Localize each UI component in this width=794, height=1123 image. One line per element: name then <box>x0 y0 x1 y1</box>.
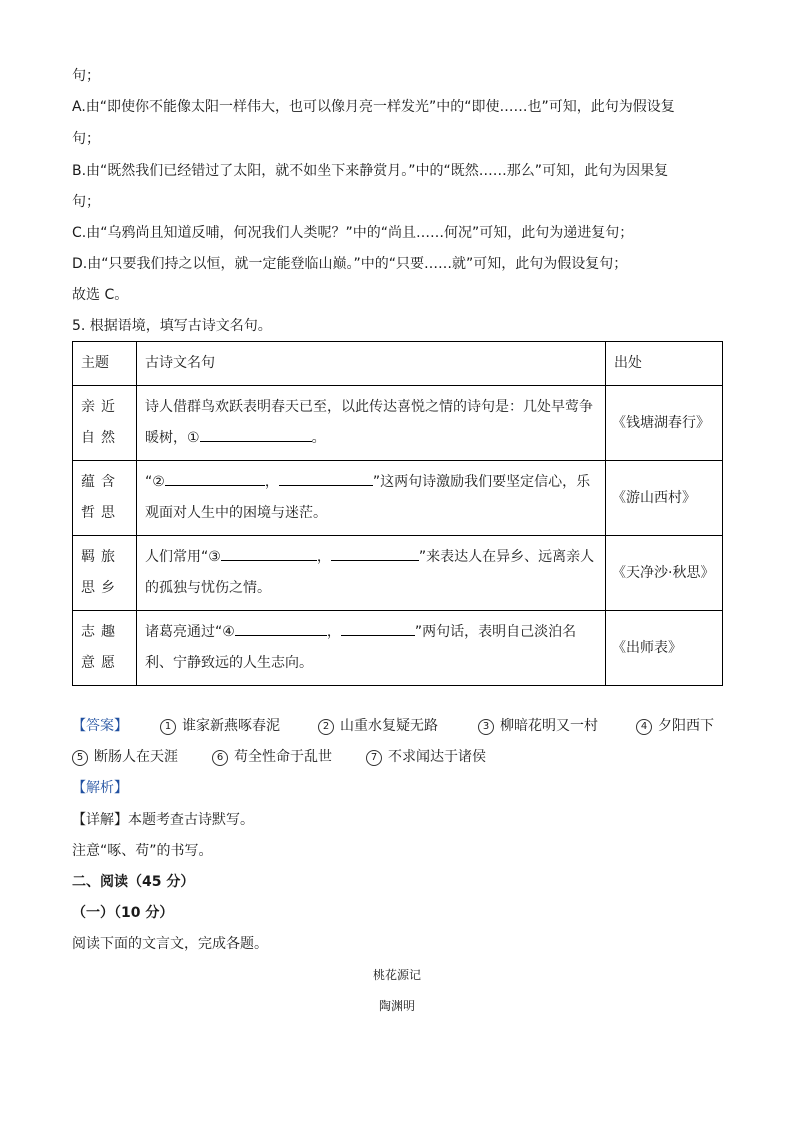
text-line: B.由“既然我们已经错过了太阳，就不如坐下来静赏月。”中的“既然……那么”可知，此句为因果复 <box>72 163 669 179</box>
detail-tag: 【详解】 <box>72 812 128 828</box>
answer-number: 3 <box>478 719 494 735</box>
answer-item <box>636 716 714 736</box>
row-source: 《游山西村》 <box>606 461 723 536</box>
analysis-tag: 【解析】 <box>72 780 128 796</box>
blank-1[interactable] <box>200 427 312 442</box>
answer-item <box>72 747 178 767</box>
answer-number: 2 <box>318 719 334 735</box>
answer-item <box>160 716 280 736</box>
section-title: 二、阅读（45 分） <box>72 874 195 890</box>
table-row <box>73 386 723 461</box>
answer-number: 4 <box>636 719 652 735</box>
row-quote: 诗人借群鸟欢跃表明春天已至，以此传达喜悦之情的诗句是：几处早莺争暖树，① 。 <box>137 386 606 461</box>
table-row <box>73 536 723 611</box>
answer-text: 谁家新燕啄春泥 <box>182 718 280 734</box>
question-5: 5. 根据语境，填写古诗文名句。 <box>72 318 272 334</box>
answer-text: 断肠人在天涯 <box>94 749 178 765</box>
text-line: 句； <box>72 131 100 147</box>
header-theme: 主题 <box>73 342 137 386</box>
note-line: 注意“啄、苟”的书写。 <box>72 843 213 859</box>
row-theme: 亲近自然 <box>73 386 137 461</box>
header-source: 出处 <box>606 342 723 386</box>
text-line: 句； <box>72 194 100 210</box>
table-row <box>73 461 723 536</box>
blank-6[interactable] <box>235 621 327 636</box>
answer-text: 苟全性命于乱世 <box>234 749 332 765</box>
row-theme: 蕴含哲思 <box>73 461 137 536</box>
detail-text: 本题考查古诗默写。 <box>128 812 254 828</box>
answer-text: 夕阳西下 <box>658 718 714 734</box>
answer-text: 山重水复疑无路 <box>340 718 438 734</box>
subsection-title: （一）（10 分） <box>72 905 174 921</box>
answer-number: 5 <box>72 750 88 766</box>
table-row <box>73 611 723 686</box>
blank-5[interactable] <box>331 546 419 561</box>
table-header-row <box>73 342 723 386</box>
row-quote: “② ， ”这两句诗激励我们要坚定信心，乐观面对人生中的困境与迷茫。 <box>137 461 606 536</box>
answer-number: 6 <box>212 750 228 766</box>
text-line: A.由“即使你不能像太阳一样伟大，也可以像月亮一样发光”中的“即使……也”可知，此句为假设复 <box>72 99 675 115</box>
text-line: C.由“乌鸦尚且知道反哺，何况我们人类呢？”中的“尚且……何况”可知，此句为递进复句； <box>72 225 634 241</box>
answer-item <box>212 747 332 767</box>
answer-text: 柳暗花明又一村 <box>500 718 598 734</box>
poetry-table <box>72 341 723 686</box>
row-theme: 羁旅思乡 <box>73 536 137 611</box>
answer-item <box>478 716 598 736</box>
row-quote: 人们常用“③ ， ”来表达人在异乡、远离亲人的孤独与忧伤之情。 <box>137 536 606 611</box>
blank-3[interactable] <box>279 471 373 486</box>
answer-number: 1 <box>160 719 176 735</box>
row-theme: 志趣意愿 <box>73 611 137 686</box>
passage-author: 陶渊明 <box>378 999 415 1013</box>
answer-tag: 【答案】 <box>72 718 128 734</box>
text-line: 句； <box>72 68 100 84</box>
instruction: 阅读下面的文言文，完成各题。 <box>72 936 268 952</box>
blank-2[interactable] <box>165 471 265 486</box>
row-quote: 诸葛亮通过“④ ， ”两句话，表明自己淡泊名利、宁静致远的人生志向。 <box>137 611 606 686</box>
text-line: 故选 C。 <box>72 287 129 303</box>
row-source: 《钱塘湖春行》 <box>606 386 723 461</box>
header-quote: 古诗文名句 <box>137 342 606 386</box>
blank-4[interactable] <box>221 546 317 561</box>
answer-text: 不求闻达于诸侯 <box>388 749 486 765</box>
passage-title: 桃花源记 <box>372 968 421 982</box>
row-source: 《出师表》 <box>606 611 723 686</box>
row-source: 《天净沙·秋思》 <box>606 536 723 611</box>
detail-line <box>72 810 254 830</box>
answer-number: 7 <box>366 750 382 766</box>
text-line: D.由“只要我们持之以恒，就一定能登临山巅。”中的“只要……就”可知，此句为假设复句； <box>72 256 628 272</box>
answer-item <box>366 747 486 767</box>
blank-7[interactable] <box>341 621 415 636</box>
answer-item <box>318 716 438 736</box>
